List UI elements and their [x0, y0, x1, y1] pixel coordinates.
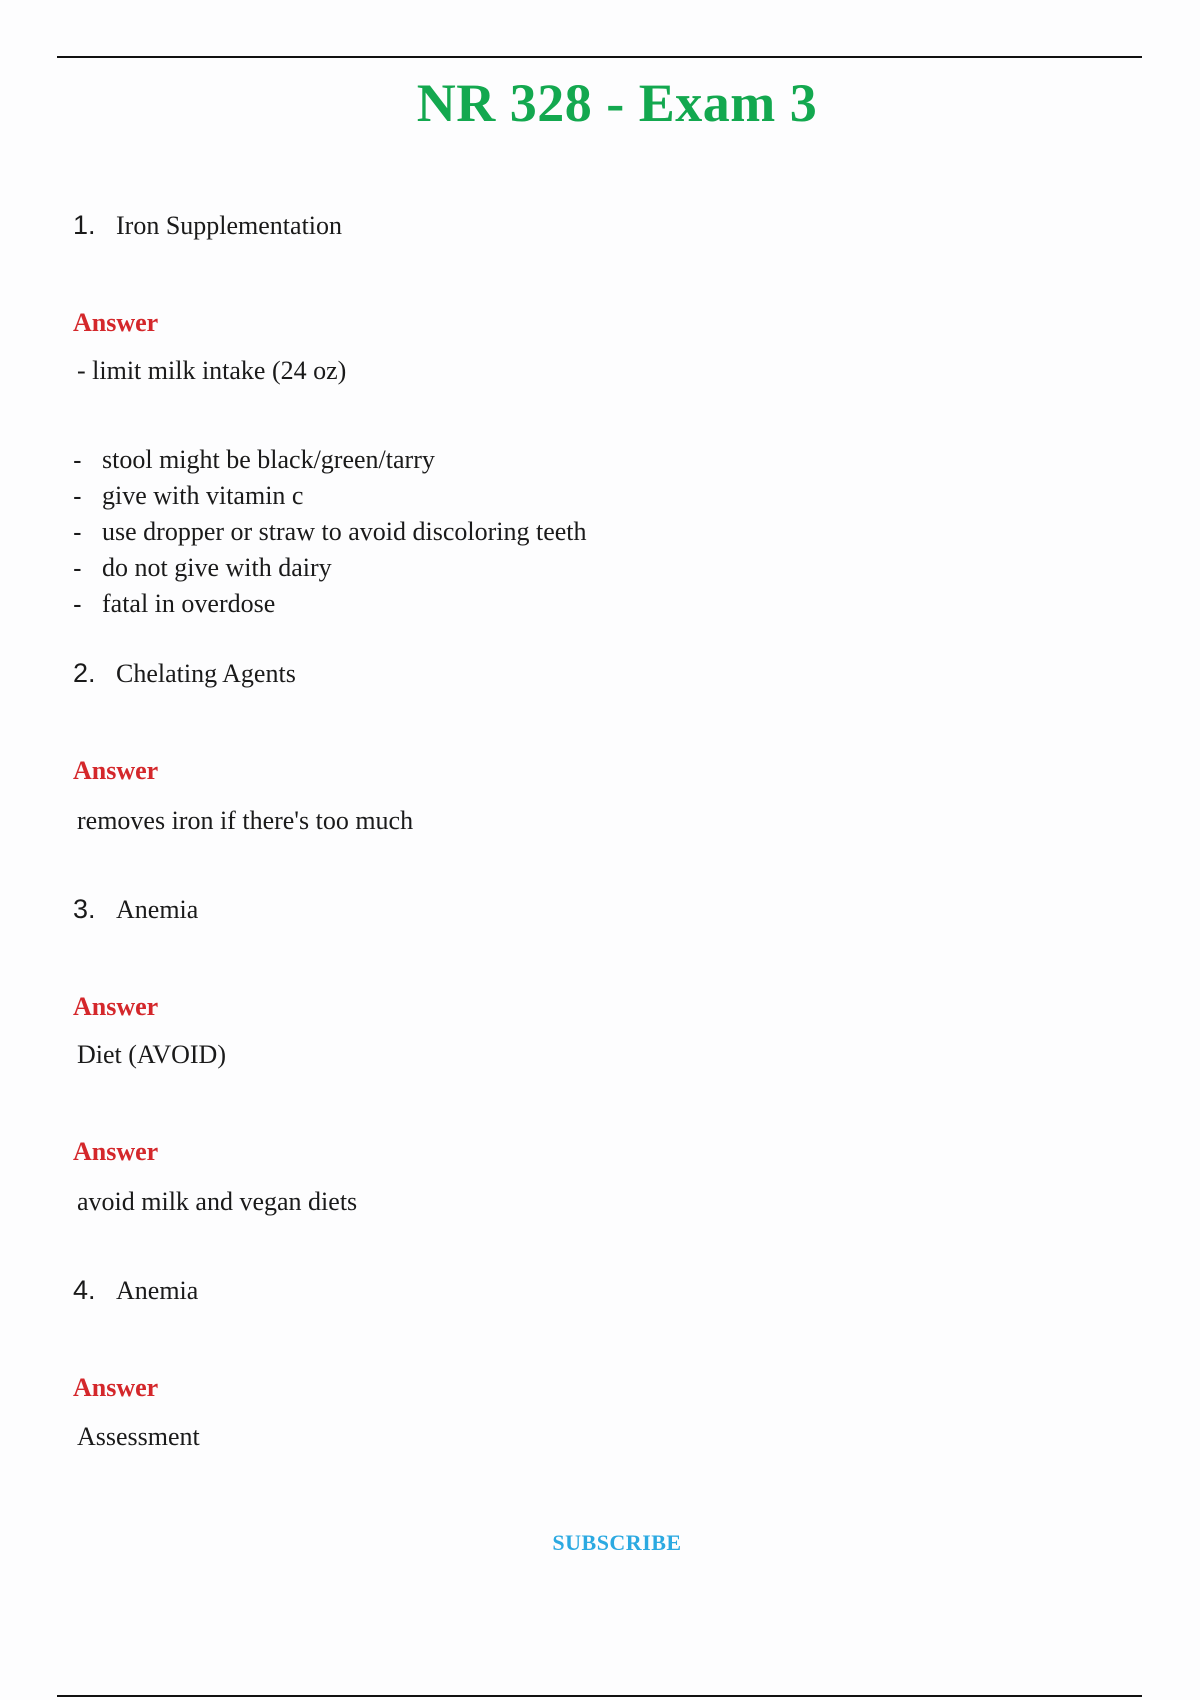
top-rule — [57, 56, 1142, 58]
answer-text-4: Assessment — [77, 1422, 200, 1451]
answer-label-2: Answer — [73, 756, 159, 785]
bottom-rule — [57, 1695, 1142, 1697]
list-item: - use dropper or straw to avoid discoloring teeth — [73, 517, 587, 547]
answer-text-3b: avoid milk and vegan diets — [77, 1187, 358, 1216]
answer-label-1: Answer — [73, 308, 159, 337]
answer-text-3a: Diet (AVOID) — [77, 1040, 226, 1069]
question-text: Anemia — [116, 1276, 199, 1305]
question-1 — [73, 210, 342, 241]
list-item: - stool might be black/green/tarry — [73, 445, 435, 475]
list-item: - fatal in overdose — [73, 589, 276, 619]
question-text: Iron Supplementation — [116, 211, 343, 240]
question-number: 4. — [73, 1275, 96, 1305]
question-number: 1. — [73, 210, 96, 240]
question-text: Chelating Agents — [116, 659, 296, 688]
question-4 — [73, 1275, 198, 1306]
answer-text-1: - limit milk intake (24 oz) — [77, 356, 347, 385]
question-number: 2. — [73, 658, 96, 688]
answer-label-4: Answer — [73, 1373, 159, 1402]
answer-text-2: removes iron if there's too much — [77, 806, 414, 835]
answer-label-3a: Answer — [73, 992, 159, 1021]
page-title: NR 328 - Exam 3 — [416, 73, 818, 133]
answer-label-3b: Answer — [73, 1137, 159, 1166]
question-3 — [73, 894, 198, 925]
question-2 — [73, 658, 296, 689]
list-item: - give with vitamin c — [73, 481, 304, 511]
subscribe-link[interactable]: SUBSCRIBE — [552, 1530, 682, 1555]
list-item: - do not give with dairy — [73, 553, 332, 583]
question-number: 3. — [73, 894, 96, 924]
question-text: Anemia — [116, 895, 199, 924]
answer-list-1 — [73, 442, 587, 622]
